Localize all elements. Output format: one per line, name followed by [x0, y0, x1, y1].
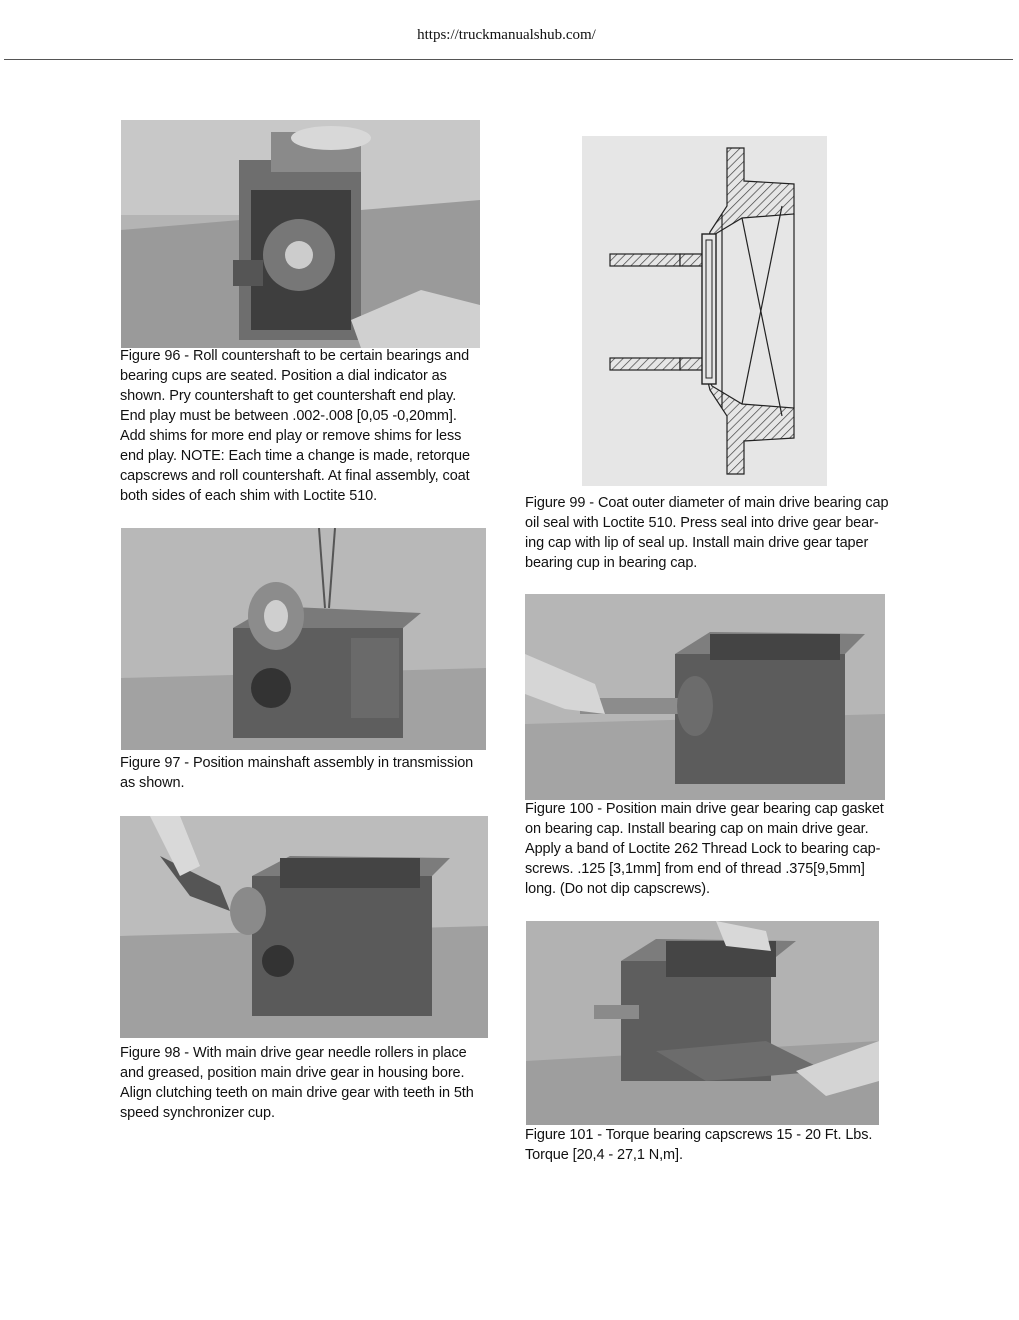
caption-line: Figure 100 - Position main drive gear bearing cap gasket	[525, 801, 884, 817]
caption-line: Torque [20,4 - 27,1 N,m].	[525, 1147, 683, 1163]
caption-line: Add shims for more end play or remove shims for less	[120, 428, 462, 444]
figure-101-photo	[526, 921, 879, 1125]
caption-line: end play. NOTE: Each time a change is made, retorque	[120, 448, 470, 464]
caption-line: shown. Pry countershaft to get countershaft end play.	[120, 388, 457, 404]
caption-line: screws. .125 [3,1mm] from end of thread .375[9,5mm]	[525, 861, 865, 877]
figure-99-caption	[525, 493, 888, 573]
figure-100-photo	[525, 594, 885, 800]
caption-line: capscrews and roll countershaft. At final assembly, coat	[120, 468, 470, 484]
header-url[interactable]: https://truckmanualshub.com/	[417, 27, 596, 43]
figure-98-photo	[120, 816, 488, 1038]
figure-96-photo	[121, 120, 480, 348]
caption-line: bearing cup in bearing cap.	[525, 555, 698, 571]
header-divider	[4, 59, 1013, 60]
caption-line: both sides of each shim with Loctite 510.	[120, 488, 378, 504]
caption-line: Figure 99 - Coat outer diameter of main drive bearing cap	[525, 495, 889, 511]
caption-line: Figure 97 - Position mainshaft assembly in transmission	[120, 755, 474, 771]
figure-99-diagram	[582, 136, 827, 486]
figure-96-caption	[120, 346, 470, 506]
caption-line: oil seal with Loctite 510. Press seal into drive gear bear-	[525, 515, 879, 531]
figure-101-caption	[525, 1125, 872, 1165]
caption-line: Figure 101 - Torque bearing capscrews 15 - 20 Ft. Lbs.	[525, 1127, 873, 1143]
caption-line: Figure 98 - With main drive gear needle rollers in place	[120, 1045, 467, 1061]
caption-line: Align clutching teeth on main drive gear with teeth in 5th	[120, 1085, 474, 1101]
figure-100-caption	[525, 799, 884, 899]
caption-line: speed synchronizer cup.	[120, 1105, 275, 1121]
caption-line: long. (Do not dip capscrews).	[525, 881, 710, 897]
caption-line: Figure 96 - Roll countershaft to be certain bearings and	[120, 348, 470, 364]
figure-97-caption	[120, 753, 473, 793]
caption-line: as shown.	[120, 775, 185, 791]
caption-line: End play must be between .002-.008 [0,05 -0,20mm].	[120, 408, 457, 424]
figure-98-caption	[120, 1043, 474, 1123]
caption-line: on bearing cap. Install bearing cap on main drive gear.	[525, 821, 869, 837]
caption-line: bearing cups are seated. Position a dial indicator as	[120, 368, 447, 384]
caption-line: ing cap with lip of seal up. Install main drive gear taper	[525, 535, 869, 551]
caption-line: and greased, position main drive gear in housing bore.	[120, 1065, 465, 1081]
caption-line: Apply a band of Loctite 262 Thread Lock to bearing cap-	[525, 841, 881, 857]
figure-97-photo	[121, 528, 486, 750]
